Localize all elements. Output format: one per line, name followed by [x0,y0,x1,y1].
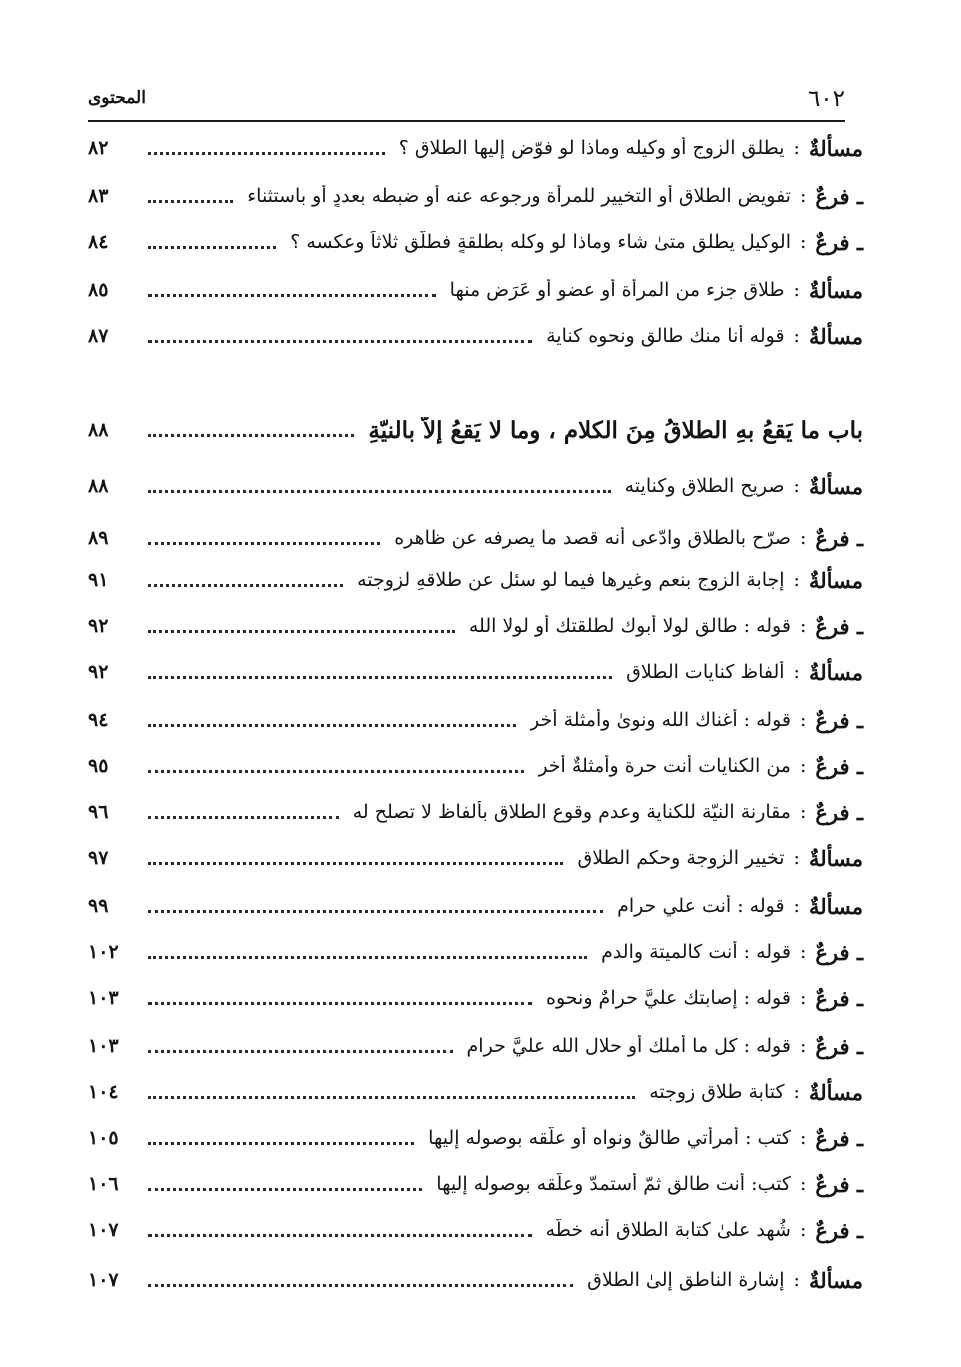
dot-leader [148,1142,414,1145]
entry-separator: : [799,1173,807,1195]
entry-title: طلاق جزء من المرأة أو عضوٍ أو عَرَضٍ منها [449,279,785,301]
entry-label: ـ فرعٌ [815,985,863,1011]
entry-page-number: ٩٥ [88,755,109,777]
entry-separator: : [799,941,807,963]
entry-label: ـ فرعٌ [815,1217,863,1243]
entry-page-number: ١٠٣ [88,987,119,1009]
entry-separator: : [799,1127,807,1149]
entry-title: قوله : طالق لولا أبوك لطلقتك أو لولا الله [468,615,791,637]
entry-label: مسألةٌ [808,323,863,349]
entry-page-number: ٩٢ [88,661,109,683]
entry-title: كتب: أنت طالق ثمّ أستمدّ وعلّقه بوصوله إليها [436,1173,791,1195]
dot-leader [148,1002,532,1005]
entry-label: ـ فرعٌ [815,1171,863,1197]
entry-label: مسألةٌ [808,893,863,919]
entry-separator: : [793,847,800,869]
dot-leader [148,434,354,437]
dot-leader [148,1096,635,1099]
entry-label: مسألةٌ [808,1079,863,1105]
entry-label: ـ فرعٌ [815,229,863,255]
entry-page-number: ٨٢ [88,137,109,159]
entry-page-number: ١٠٤ [88,1081,119,1103]
entry-separator: : [799,185,807,207]
running-title: المحتوى [88,88,146,108]
entry-label: ـ فرعٌ [815,707,863,733]
entry-page-number: ١٠٦ [88,1173,119,1195]
toc-entry [88,838,863,878]
entry-page-number: ١٠٥ [88,1127,119,1149]
entry-separator: : [799,801,807,823]
toc-entry [88,466,863,506]
entry-label: ـ فرعٌ [815,1033,863,1059]
toc-entry [88,700,863,740]
toc-entry [88,176,863,216]
toc-entry [88,932,863,972]
entry-title: إشارة الناطق إلىٰ الطلاق [587,1269,785,1291]
dot-leader [148,340,532,343]
dot-leader [148,1284,573,1287]
page-header [88,84,845,116]
entry-title: قوله : أنت علي حرام [617,895,785,917]
toc-entry [88,1118,863,1158]
entry-separator: : [793,279,800,301]
dot-leader [148,1188,422,1191]
entry-page-number: ٩١ [88,569,109,591]
entry-title: ألفاظ كنايات الطلاق [626,661,785,683]
entry-title: مقارنة النيّة للكناية وعدم وقوع الطلاق بألفاظ لا تصلح له [352,801,791,823]
entry-page-number: ٩٩ [88,895,109,917]
entry-separator: : [799,615,807,637]
page-number: ٦٠٢ [807,86,845,112]
entry-title: شُهد علىٰ كتابة الطلاق أنه خطُّه [545,1219,791,1241]
entry-title: كتابة طلاق زوجته [649,1081,785,1103]
header-rule [88,120,845,122]
dot-leader [148,1234,532,1237]
dot-leader [148,542,380,545]
toc-entry [88,652,863,692]
toc-entry [88,1026,863,1066]
entry-page-number: ١٠٧ [88,1219,119,1241]
entry-label: ـ فرعٌ [815,939,863,965]
entry-label: مسألةٌ [808,659,863,685]
entry-title: يطلق الزوج أو وكيله وماذا لو فوّض إليها الطلاق ؟ [398,137,785,159]
toc-entry [88,1072,863,1112]
dot-leader [148,770,524,773]
entry-page-number: ٩٧ [88,847,109,869]
dot-leader [148,294,436,297]
dot-leader [148,910,603,913]
entry-title: تخيير الزوجة وحكم الطلاق [577,847,785,869]
entry-separator: : [799,755,807,777]
dot-leader [148,862,563,865]
entry-separator: : [799,1219,807,1241]
entry-label: ـ فرعٌ [815,613,863,639]
entry-label: مسألةٌ [808,1267,863,1293]
entry-title: صريح الطلاق وكنايته [624,475,785,497]
entry-label: ـ فرعٌ [815,1125,863,1151]
toc-entry [88,128,863,168]
entry-separator: : [793,661,800,683]
entry-separator: : [793,895,800,917]
entry-label: ـ فرعٌ [815,183,863,209]
entry-separator: : [793,325,800,347]
entry-separator: : [799,709,807,731]
dot-leader [148,724,516,727]
entry-label: ـ فرعٌ [815,753,863,779]
entry-page-number: ٩٢ [88,615,109,637]
entry-page-number: ١٠٣ [88,1035,119,1057]
entry-separator: : [793,569,800,591]
dot-leader [148,584,343,587]
entry-page-number: ١٠٢ [88,941,119,963]
entry-separator: : [799,1035,807,1057]
dot-leader [148,676,612,679]
dot-leader [148,816,339,819]
entry-label: ـ فرعٌ [815,799,863,825]
dot-leader [148,1050,453,1053]
entry-title: صرّح بالطلاق وادّعى أنه قصد ما يصرفه عن ظاهره [394,527,791,549]
entry-page-number: ٩٦ [88,801,109,823]
entry-title: باب ما يَقعُ بهِ الطلاقُ مِنَ الكلامِ ، وما لا يَقعُ إلاّ بالنيّةِ [368,416,863,444]
entry-page-number: ١٠٧ [88,1269,119,1291]
toc-entry [88,560,863,600]
entry-label: مسألةٌ [808,567,863,593]
dot-leader [148,152,385,155]
entry-title: قوله : أنت كالميتة والدم [601,941,791,963]
entry-label: ـ فرعٌ [815,525,863,551]
toc-entry [88,316,863,356]
entry-separator: : [793,1269,800,1291]
entry-title: الوكيل يطلق متىٰ شاء وماذا لو وكله بطلقةٍ فطلّق ثلاثاً وعكسه ؟ [290,231,791,253]
entry-separator: : [793,137,800,159]
toc-entry [88,978,863,1018]
entry-page-number: ٨٩ [88,527,109,549]
dot-leader [148,200,233,203]
entry-page-number: ٨٤ [88,231,109,253]
entry-page-number: ٨٣ [88,185,109,207]
toc-entry [88,1260,863,1300]
chapter-heading [88,410,863,450]
entry-title: قوله : إصابتك عليَّ حرامٌ ونحوه [546,987,791,1009]
toc-entry [88,222,863,262]
toc-entry [88,792,863,832]
entry-title: كتب : أمرأتي طالقٌ ونواه أو علّقه بوصوله إليها [428,1127,791,1149]
entry-page-number: ٨٨ [88,475,109,497]
dot-leader [148,246,276,249]
dot-leader [148,630,455,633]
entry-title: قوله : كل ما أملك أو حلال الله عليَّ حرام [466,1035,791,1057]
entry-page-number: ٨٥ [88,279,109,301]
entry-title: قوله أنا منك طالق ونحوه كناية [546,325,785,347]
toc-entry [88,518,863,558]
entry-label: مسألةٌ [808,473,863,499]
entry-label: مسألةٌ [808,135,863,161]
toc-entry [88,886,863,926]
dot-leader [148,490,611,493]
entry-separator: : [793,1081,800,1103]
toc-entry [88,270,863,310]
entry-title: تفويض الطلاق أو التخيير للمرأة ورجوعه عنه أو ضبطه بعددٍ أو باستثناء [247,185,791,207]
entry-page-number: ٩٤ [88,709,109,731]
entry-separator: : [799,527,807,549]
entry-page-number: ٨٧ [88,325,109,347]
entry-separator: : [799,987,807,1009]
toc-entry [88,1210,863,1250]
toc-entry [88,746,863,786]
entry-title: إجابة الزوج بنعم وغيرها فيما لو سئل عن طلاقهِ لزوجته [357,569,785,591]
entry-label: مسألةٌ [808,845,863,871]
entry-title: من الكنايات أنت حرة وأمثلةٌ أخر [538,755,791,777]
entry-title: قوله : أغناك الله ونوىٰ وأمثلة أخر [530,709,791,731]
toc-entry [88,606,863,646]
entry-separator: : [793,475,800,497]
entry-page-number: ٨٨ [88,419,109,441]
entry-separator: : [799,231,807,253]
entry-label: مسألةٌ [808,277,863,303]
dot-leader [148,956,587,959]
toc-entry [88,1164,863,1204]
